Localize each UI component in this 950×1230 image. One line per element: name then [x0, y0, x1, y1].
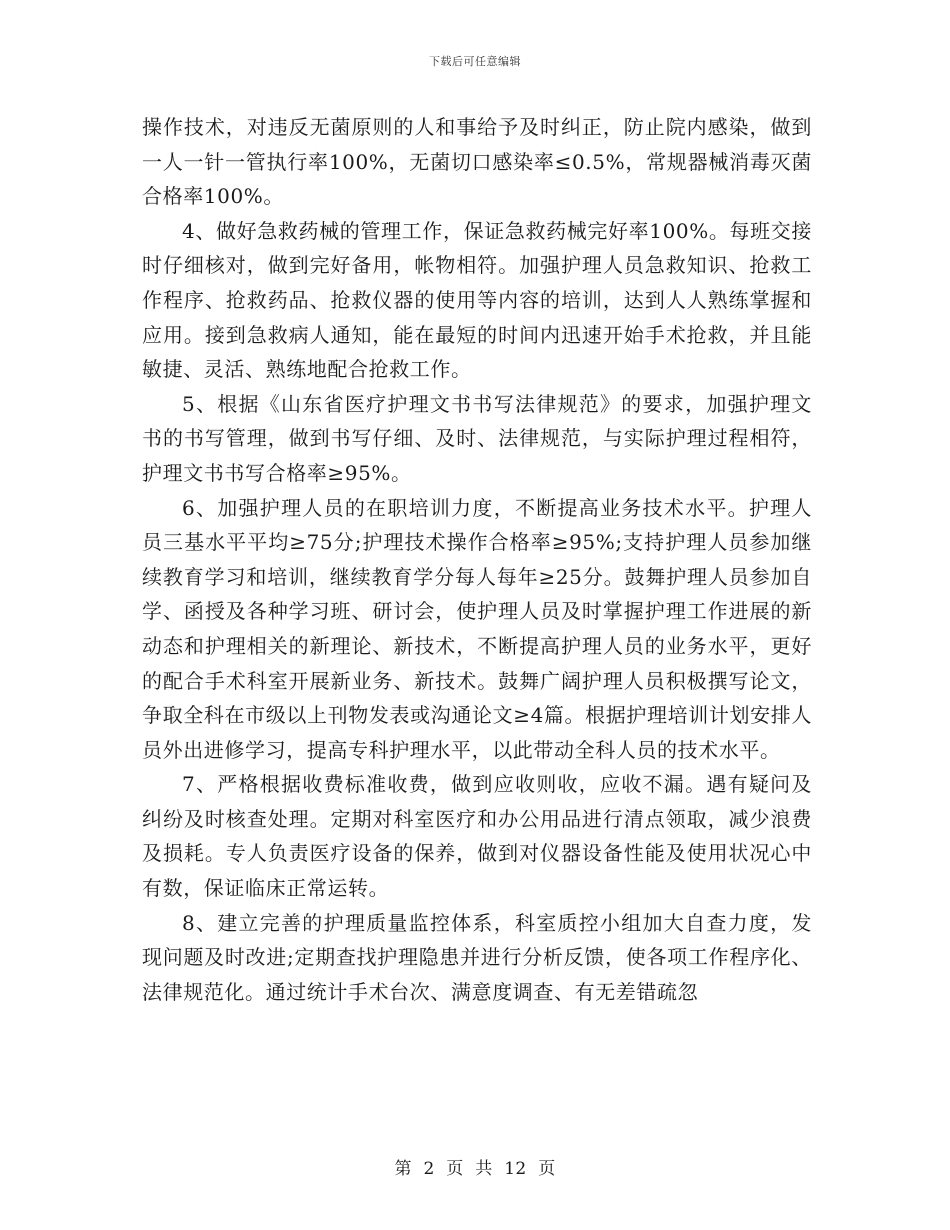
paragraph-5: 7、严格根据收费标准收费，做到应收则收，应收不漏。遇有疑问及纠纷及时核查处理。定期对科室医疗和办公用品进行清点领取，减少浪费及损耗。专人负责医疗设备的保养，做到对仪器设备性能及使用状况心中有数，保证临床正常运转。 [142, 772, 812, 901]
paragraph-3: 5、根据《山东省医疗护理文书书写法律规范》的要求，加强护理文书的书写管理，做到书写仔细、及时、法律规范，与实际护理过程相符，护理文书书写合格率≥95%。 [142, 391, 812, 485]
page-footer: 第 2 页 共 12 页 [394, 1159, 556, 1179]
paragraph-4: 6、加强护理人员的在职培训力度，不断提高业务技术水平。护理人员三基水平平均≥75分;护理技术操作合格率≥95%;支持护理人员参加继续教育学习和培训，继续教育学分每人每年≥25分。鼓舞护理人员参加自学、函授及各种学习班、研讨会，使护理人员及时掌握护理工作进展的新动态和护理相关的新理论、新技术，不断提高护理人员的业务水平，更好的配合手术科室开展新业务、新技术。鼓舞广阔护理人员积极撰写论文，争取全科在市级以上刊物发表或沟通论文≥4篇。根据护理培训计划安排人员外出进修学习，提高专科护理水平，以此带动全科人员的技术水平。 [142, 495, 812, 762]
paragraph-6: 8、建立完善的护理质量监控体系，科室质控小组加大自查力度，发现问题及时改进;定期查找护理隐患并进行分析反馈，使各项工作程序化、法律规范化。通过统计手术台次、满意度调查、有无差错疏忽 [142, 910, 812, 1004]
page-header: 下载后可任意编辑 [429, 55, 521, 68]
paragraph-2: 4、做好急救药械的管理工作，保证急救药械完好率100%。每班交接时仔细核对，做到完好备用，帐物相符。加强护理人员急救知识、抢救工作程序、抢救药品、抢救仪器的使用等内容的培训，达到人人熟练掌握和应用。接到急救病人通知，能在最短的时间内迅速开始手术抢救，并且能敏捷、灵活、熟练地配合抢救工作。 [142, 218, 812, 382]
document-body [142, 110, 812, 1009]
paragraph-1: 操作技术，对违反无菌原则的人和事给予及时纠正，防止院内感染，做到一人一针一管执行率100%，无菌切口感染率≤0.5%，常规器械消毒灭菌合格率100%。 [142, 115, 812, 209]
